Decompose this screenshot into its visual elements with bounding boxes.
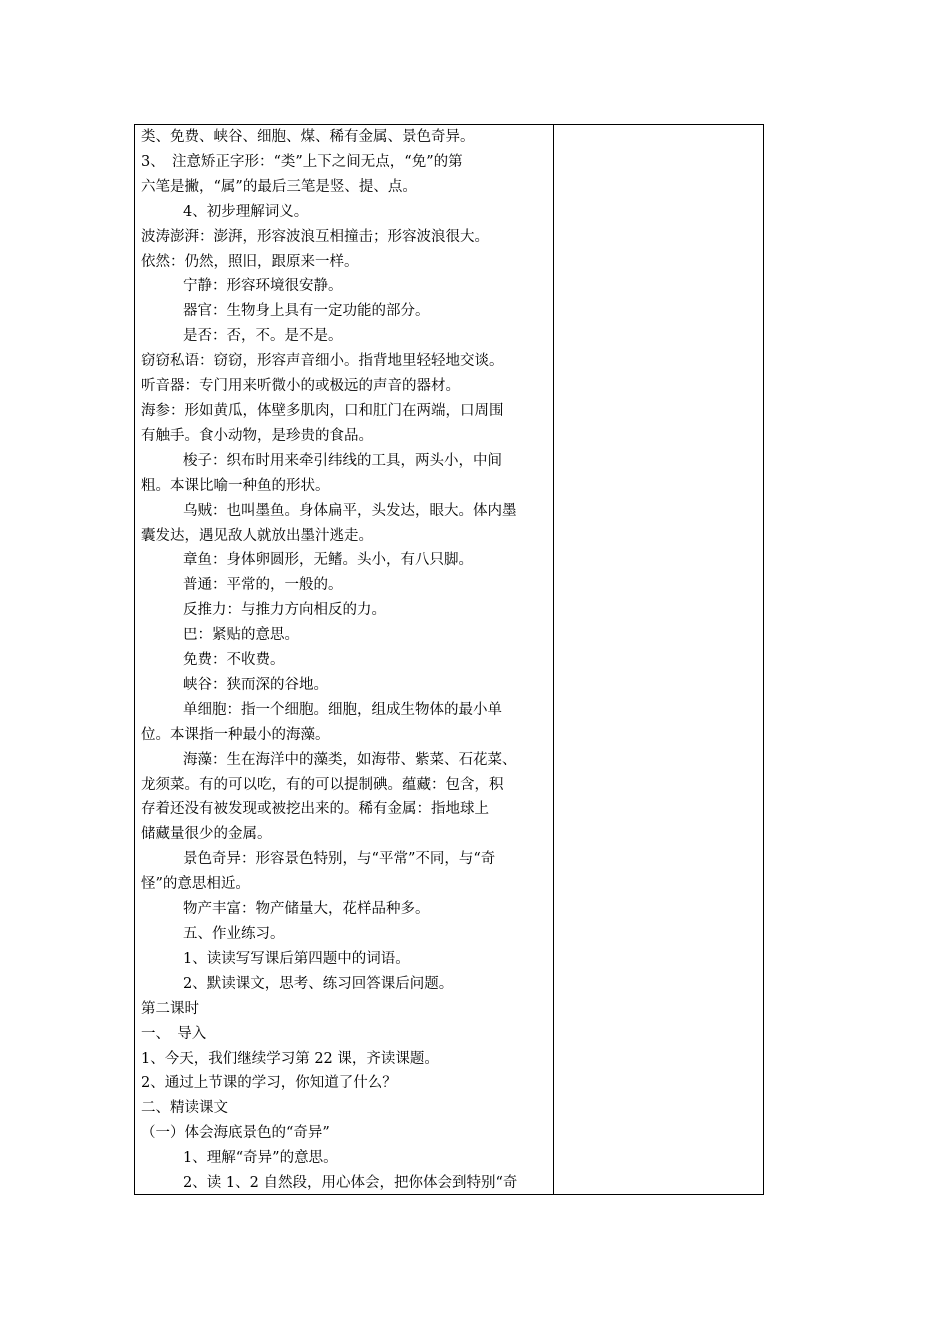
text-line: 五、作业练习。 [183, 926, 285, 942]
text-line: 是否：否，不。是不是。 [183, 328, 343, 345]
text-line: 怪”的意思相近。 [141, 876, 250, 893]
text-line: 2、读 1、2 自然段，用心体会，把你体会到特别“奇 [183, 1175, 518, 1192]
text-line: 粗。本课比喻一种鱼的形状。 [141, 477, 330, 494]
text-line: 器官：生物身上具有一定功能的部分。 [183, 303, 430, 320]
text-line: 景色奇异：形容景色特别，与“平常”不同，与“奇 [183, 851, 496, 868]
text-line: 二、精读课文 [141, 1100, 228, 1117]
text-line: 位。本课指一种最小的海藻。 [141, 726, 330, 743]
text-line: 峡谷：狭而深的谷地。 [183, 676, 329, 693]
text-line: 1、今天，我们继续学习第 22 课，齐读课题。 [141, 1050, 439, 1067]
text-line: 囊发达，遇见敌人就放出墨汁逃走。 [141, 527, 373, 544]
text-line: 乌贼：也叫墨鱼。身体扁平，头发达，眼大。体内墨 [183, 502, 517, 519]
text-line: 3、 注意矫正字形：“类”上下之间无点，“免”的第 [141, 153, 463, 170]
text-line: 1、读读写写课后第四题中的词语。 [183, 950, 410, 967]
text-line: 巴：紧贴的意思。 [183, 627, 300, 644]
notes-cell [554, 125, 763, 1194]
text-line: 海参：形如黄瓜，体壁多肌肉，口和肛门在两端，口周围 [141, 402, 504, 419]
text-line: 4、初步理解词义。 [183, 203, 309, 220]
text-line: 反推力：与推力方向相反的力。 [183, 602, 387, 619]
text-line: 听音器：专门用来听微小的或极远的声音的器材。 [141, 378, 460, 395]
text-line: 普通：平常的，一般的。 [183, 577, 343, 594]
text-line: 储藏量很少的金属。 [141, 826, 272, 843]
text-line: 第二课时 [141, 1000, 199, 1017]
text-line: 六笔是撇，“属”的最后三笔是竖、提、点。 [141, 178, 417, 195]
text-line: 窃窃私语：窃窃，形容声音细小。指背地里轻轻地交谈。 [141, 353, 504, 370]
text-line: 梭子：织布时用来牵引纬线的工具，两头小，中间 [183, 452, 503, 469]
text-line: 1、理解“奇异”的意思。 [183, 1150, 338, 1167]
text-line: 2、默读课文，思考、练习回答课后问题。 [183, 975, 454, 992]
text-line: 免费：不收费。 [183, 652, 285, 669]
text-line: 物产丰富：物产储量大，花样品种多。 [183, 901, 430, 918]
lesson-content-cell [141, 125, 547, 1196]
text-line: 存着还没有被发现或被挖出来的。稀有金属：指地球上 [141, 801, 489, 818]
text-line: 有触手。食小动物，是珍贵的食品。 [141, 427, 373, 444]
text-line: 一、 导入 [141, 1025, 207, 1042]
text-line: （一）体会海底景色的“奇异” [141, 1125, 330, 1142]
text-line: 波涛澎湃：澎湃，形容波浪互相撞击；形容波浪很大。 [141, 228, 489, 245]
text-line: 2、通过上节课的学习，你知道了什么？ [141, 1075, 397, 1092]
text-line: 依然：仍然，照旧，跟原来一样。 [141, 253, 359, 270]
text-line: 单细胞：指一个细胞。细胞，组成生物体的最小单 [183, 701, 503, 718]
lesson-table [134, 124, 764, 1195]
text-line: 章鱼：身体卵圆形，无鳍。头小，有八只脚。 [183, 552, 474, 569]
text-line: 龙须菜。有的可以吃，有的可以提制碘。蕴藏：包含，积 [141, 776, 504, 793]
text-line: 类、免费、峡谷、细胞、煤、稀有金属、景色奇异。 [141, 129, 475, 145]
text-line: 海藻：生在海洋中的藻类，如海带、紫菜、石花菜、 [183, 751, 517, 768]
text-line: 宁静：形容环境很安静。 [183, 278, 343, 295]
